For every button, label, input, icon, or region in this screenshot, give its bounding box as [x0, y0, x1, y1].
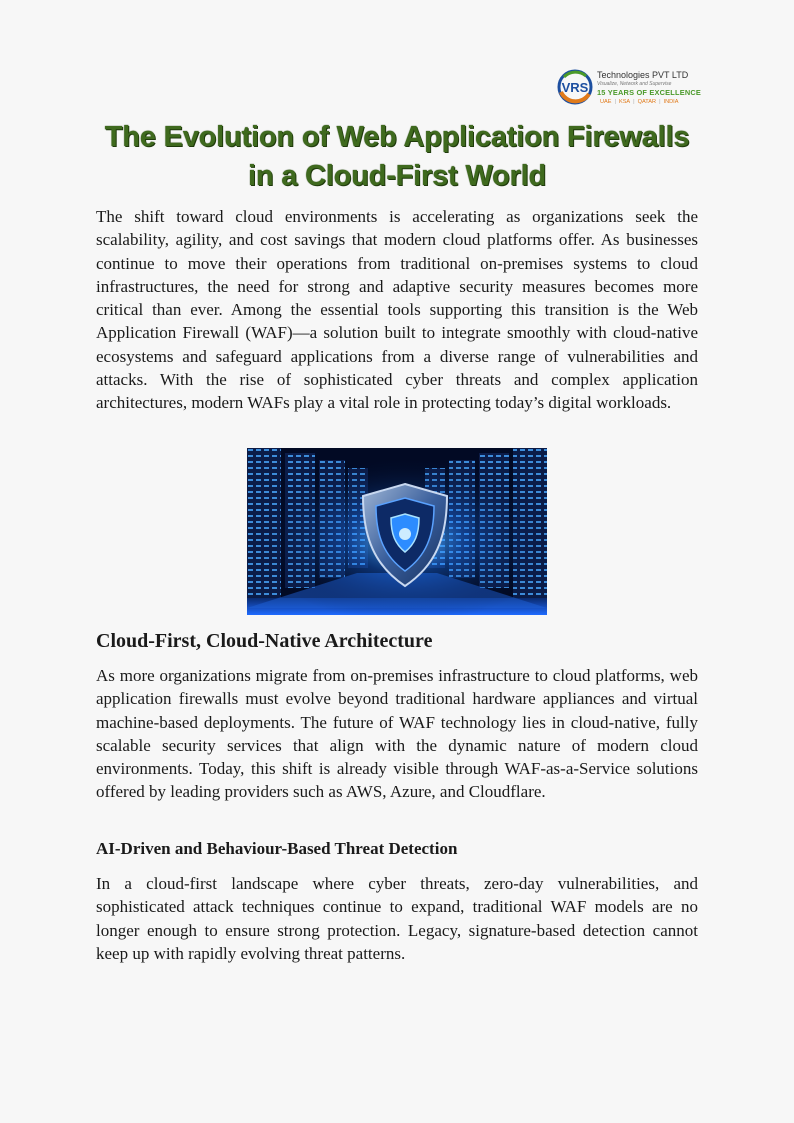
title-line-2: in a Cloud-First World	[248, 160, 546, 192]
server-shield-illustration	[247, 448, 547, 615]
article-title	[96, 118, 698, 196]
logo-region: INDIA	[663, 99, 679, 105]
section-heading-cloud-native: Cloud-First, Cloud-Native Architecture	[96, 630, 433, 652]
logo-mark-text: VRS	[561, 80, 589, 95]
vrs-globe-icon	[556, 68, 594, 106]
section-heading-ai-detection: AI-Driven and Behaviour-Based Threat Detection	[96, 839, 458, 858]
server-shield-image	[247, 448, 547, 615]
logo-region: UAE	[600, 99, 612, 105]
logo-company-name: Technologies PVT LTD	[597, 70, 689, 80]
company-logo	[556, 68, 706, 112]
logo-regions: UAE | KSA | QATAR | INDIA	[597, 98, 701, 106]
logo-tagline: Visualize, Network and Supervise	[597, 81, 672, 87]
intro-paragraph: The shift toward cloud environments is accelerating as organizations seek the scalability, agility, and cost savings that modern cloud platforms offer. As businesses continue to move their operations from traditional on-premises systems to cloud infrastructures, the need for strong and adaptive security measures becomes more critical than ever. Among the essential tools supporting this transition is the Web Application Firewall (WAF)—a solution built to integrate smoothly with cloud-native ecosystems and safeguard applications from a diverse range of vulnerabilities and attacks. With the rise of sophisticated cyber threats and complex application architectures, modern WAFs play a vital role in protecting today’s digital workloads.	[96, 207, 698, 413]
logo-region: KSA	[618, 99, 631, 105]
title-line-1: The Evolution of Web Application Firewalls	[104, 121, 690, 153]
logo-region: QATAR	[637, 99, 657, 105]
section-paragraph-cloud-native: As more organizations migrate from on-premises infrastructure to cloud platforms, web application firewalls must evolve beyond traditional hardware appliances and virtual machine-based deployments. The future of WAF technology lies in cloud-native, fully scalable security services that align with the dynamic nature of modern cloud environments. Today, this shift is already visible through WAF-as-a-Service solutions offered by leading providers such as AWS, Azure, and Cloudflare.	[96, 666, 698, 802]
logo-years-text: 15 YEARS OF EXCELLENCE	[597, 88, 702, 97]
section-paragraph-ai-detection: In a cloud-first landscape where cyber threats, zero-day vulnerabilities, and sophisticated attack techniques continue to expand, traditional WAF models are no longer enough to ensure strong protection. Legacy, signature-based detection cannot keep up with rapidly evolving threat patterns.	[96, 874, 698, 963]
